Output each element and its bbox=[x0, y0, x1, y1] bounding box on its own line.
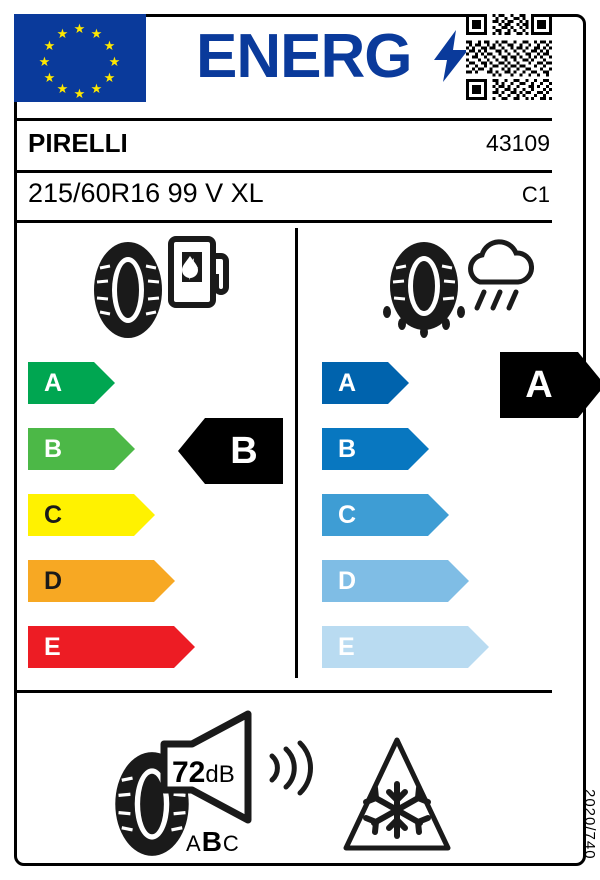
label-header bbox=[0, 0, 566, 112]
fuel-grade-e bbox=[28, 626, 224, 668]
sound-waves-icon bbox=[266, 740, 314, 796]
wet-grade-b bbox=[322, 428, 408, 470]
wet-grade-e-label: E bbox=[322, 626, 468, 668]
fuel-grade-d bbox=[28, 560, 202, 602]
fuel-pump-icon bbox=[168, 236, 230, 308]
wet-grade-b-label: B bbox=[322, 428, 408, 470]
fuel-grade-b bbox=[28, 428, 158, 470]
wet-grade-a-label: A bbox=[322, 362, 388, 404]
noise-class-scale bbox=[186, 826, 240, 858]
tyre-class: C1 bbox=[521, 182, 550, 207]
wet-grade-d bbox=[322, 560, 448, 602]
divider-vertical bbox=[295, 228, 298, 678]
brand-name: PIRELLI bbox=[28, 128, 128, 158]
regulation-code: 2020/740 bbox=[581, 789, 598, 860]
noise-number: 72 bbox=[172, 756, 206, 789]
fuel-grade-c-label: C bbox=[28, 494, 134, 536]
wet-grade-d-label: D bbox=[322, 560, 448, 602]
noise-value bbox=[172, 756, 235, 790]
fuel-grade-c bbox=[28, 494, 180, 536]
rain-cloud-icon bbox=[462, 238, 534, 318]
size-row bbox=[14, 172, 552, 218]
wet-result-badge: A bbox=[500, 352, 578, 418]
wet-grade-e bbox=[322, 626, 468, 668]
model-code: 43109 bbox=[486, 130, 550, 156]
eu-flag-icon: ★ ★ ★ ★ ★ ★ ★ ★ ★ ★ ★ ★ bbox=[14, 14, 146, 102]
divider-bottom bbox=[14, 690, 552, 693]
tyre-wet-icon bbox=[374, 240, 474, 340]
qr-code-icon bbox=[466, 14, 552, 100]
brand-row bbox=[14, 118, 552, 170]
divider-size bbox=[14, 220, 552, 223]
noise-class-b: B bbox=[201, 826, 223, 857]
fuel-grade-a-label: A bbox=[28, 362, 94, 404]
fuel-grade-a bbox=[28, 362, 138, 404]
wet-grade-a bbox=[322, 362, 388, 404]
fuel-grade-e-label: E bbox=[28, 626, 174, 668]
fuel-grade-b-label: B bbox=[28, 428, 114, 470]
fuel-grade-d-label: D bbox=[28, 560, 154, 602]
wet-grade-c-label: C bbox=[322, 494, 428, 536]
lightning-bolt-icon bbox=[434, 30, 468, 82]
tyre-size: 215/60R16 99 V XL bbox=[28, 178, 264, 208]
noise-class-c: C bbox=[222, 831, 240, 856]
tyre-icon bbox=[78, 240, 178, 340]
wet-grade-c bbox=[322, 494, 428, 536]
fuel-result-badge: B bbox=[205, 418, 283, 484]
snowflake-mountain-icon bbox=[342, 736, 452, 854]
noise-class-a: A bbox=[186, 831, 202, 856]
noise-unit: dB bbox=[205, 761, 235, 788]
energy-wordmark: ENERG bbox=[196, 22, 412, 91]
